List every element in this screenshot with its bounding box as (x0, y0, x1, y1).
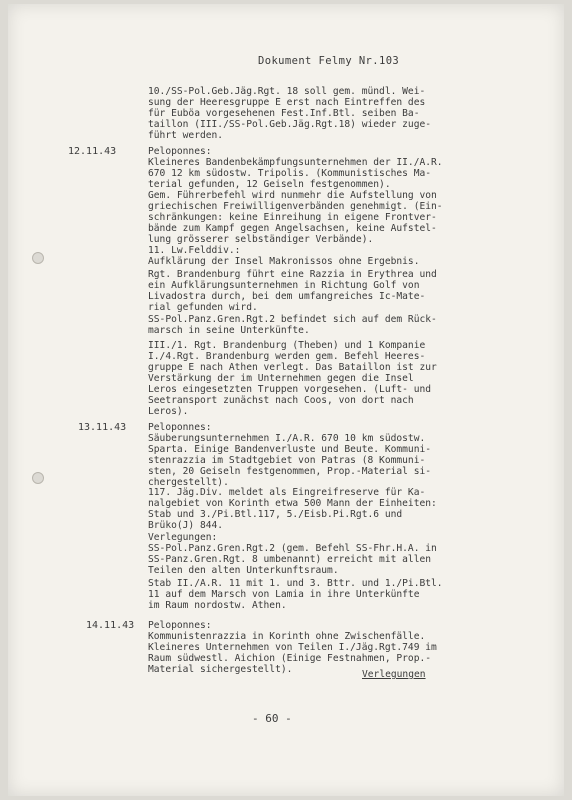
text-line: Peloponnes: (148, 620, 212, 631)
entry-paragraph (148, 578, 448, 611)
punch-hole (32, 472, 44, 484)
entry-paragraph (148, 245, 448, 267)
text-line: taillon (III./SS-Pol.Geb.Jäg.Rgt.18) wieder zuge- (148, 119, 432, 130)
text-line: Säuberungsunternehmen I./A.R. 670 10 km südostw. (148, 433, 426, 444)
entry-paragraph (148, 340, 448, 417)
text-line: chergestellt). (148, 477, 229, 488)
text-line: Kommunistenrazzia in Korinth ohne Zwischenfälle. (148, 631, 426, 642)
text-line: Peloponnes: (148, 422, 212, 433)
text-line: Sparta. Einige Bandenverluste und Beute. Kommuni- (148, 444, 432, 455)
text-line: marsch in seine Unterkünfte. (148, 325, 310, 336)
text-line: gruppe E nach Athen verlegt. Das Bataillon ist zur (148, 362, 437, 373)
text-line: 11 auf dem Marsch von Lamia in ihre Unterkünfte (148, 589, 420, 600)
text-line: 10./SS-Pol.Geb.Jäg.Rgt. 18 soll gem. mündl. Wei- (148, 86, 426, 97)
document-title: Dokument Felmy Nr.103 (258, 55, 400, 67)
text-line: Stab und 3./Pi.Btl.117, 5./Eisb.Pi.Rgt.6 und (148, 509, 403, 520)
text-line: für Euböa vorgesehenen Fest.Inf.Btl. seiben Ba- (148, 108, 420, 119)
text-line: bände zum Kampf gegen Angelsachsen, keine Aufstel- (148, 223, 437, 234)
entry-paragraph (148, 532, 448, 576)
entry-block (148, 422, 448, 488)
text-line: sten, 20 Geiseln festgenommen, Prop.-Material si- (148, 466, 432, 477)
text-line: Rgt. Brandenburg führt eine Razzia in Erythrea und (148, 269, 437, 280)
entry-date: 12.11.43 (68, 146, 117, 157)
text-line: Aufklärung der Insel Makronissos ohne Ergebnis. (148, 256, 420, 267)
text-line: Verlegungen: (148, 532, 218, 543)
entry-paragraph (148, 190, 448, 245)
text-line: 117. Jäg.Div. meldet als Eingreifreserve für Ka- (148, 487, 426, 498)
text-line: Stab II./A.R. 11 mit 1. und 3. Bttr. und 1./Pi.Btl. (148, 578, 443, 589)
text-line: sung der Heeresgruppe E erst nach Eintreffen des (148, 97, 426, 108)
text-line: Raum südwestl. Aichion (Einige Festnahmen, Prop.- (148, 653, 432, 664)
text-line: rial gefunden wird. (148, 302, 258, 313)
text-line: terial gefunden, 12 Geiseln festgenommen). (148, 179, 391, 190)
entry-date: 13.11.43 (78, 422, 127, 433)
text-line: lung grösserer selbständiger Verbände). (148, 234, 374, 245)
page-number: - 60 - (252, 712, 292, 725)
text-line: Kleineres Bandenbekämpfungsunternehmen der II./A.R. (148, 157, 443, 168)
text-line: im Raum nordostw. Athen. (148, 600, 287, 611)
entry-block (148, 86, 448, 141)
text-line: Leros). (148, 406, 189, 417)
entry-block (148, 146, 448, 190)
text-line: Material sichergestellt). (148, 664, 293, 675)
entry-paragraph (148, 314, 448, 336)
text-line: Kleineres Unternehmen von Teilen I./Jäg.Rgt.749 im (148, 642, 437, 653)
text-line: SS-Panz.Gren.Rgt. 8 umbenannt) erreicht mit allen (148, 554, 432, 565)
text-line: stenrazzia im Stadtgebiet von Patras (8 Kommuni- (148, 455, 426, 466)
text-line: SS-Pol.Panz.Gren.Rgt.2 befindet sich auf dem Rück- (148, 314, 437, 325)
text-line: Gem. Führerbefehl wird nunmehr die Aufstellung von (148, 190, 437, 201)
text-line: SS-Pol.Panz.Gren.Rgt.2 (gem. Befehl SS-Fhr.H.A. in (148, 543, 437, 554)
text-line: Leros eingesetzten Truppen vorgesehen. (Luft- und (148, 384, 432, 395)
entry-date: 14.11.43 (86, 620, 135, 631)
text-line: Livadostra durch, bei dem umfangreiches Ic-Mate- (148, 291, 426, 302)
text-line: Seetransport zunächst nach Coos, von dort nach (148, 395, 414, 406)
entry-paragraph (148, 269, 448, 313)
text-line: Verstärkung der im Unternehmen gegen die Insel (148, 373, 414, 384)
text-line: griechischen Freiwilligenverbänden genehmigt. (Ein- (148, 201, 443, 212)
text-line: 670 12 km südostw. Tripolis. (Kommunistisches Ma- (148, 168, 432, 179)
punch-hole (32, 252, 44, 264)
text-line: III./1. Rgt. Brandenburg (Theben) und 1 Kompanie (148, 340, 426, 351)
text-line: nalgebiet von Korinth etwa 500 Mann der Einheiten: (148, 498, 437, 509)
text-line: ein Aufklärungsunternehmen in Richtung Golf von (148, 280, 420, 291)
closing-catchword: Verlegungen (362, 669, 426, 680)
text-line: schränkungen: keine Einreihung in eigene Frontver- (148, 212, 437, 223)
text-line: führt werden. (148, 130, 224, 141)
text-line: Peloponnes: (148, 146, 212, 157)
text-line: I./4.Rgt. Brandenburg werden gem. Befehl Heeres- (148, 351, 426, 362)
text-line: Teilen den alten Unterkunftsraum. (148, 565, 339, 576)
text-line: 11. Lw.Felddiv.: (148, 245, 241, 256)
entry-block (148, 620, 448, 642)
text-line: Brüko(J) 844. (148, 520, 224, 531)
entry-paragraph (148, 487, 448, 531)
